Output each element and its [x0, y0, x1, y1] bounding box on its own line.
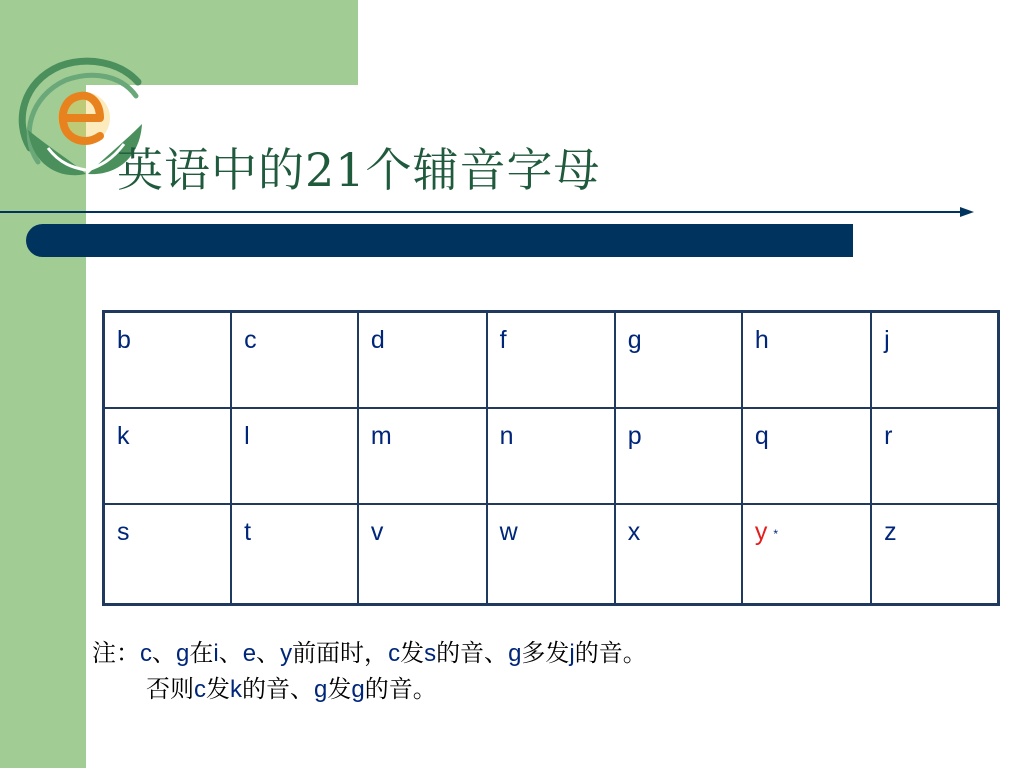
- note-text: 的音、: [242, 676, 314, 703]
- table-cell: [615, 312, 742, 409]
- table-cell: [104, 408, 232, 503]
- consonant-letter: d: [370, 326, 385, 354]
- table-cell: [104, 312, 232, 409]
- consonant-letter: m: [370, 422, 392, 451]
- consonant-letter: y: [754, 517, 768, 546]
- table-cell: [742, 408, 871, 503]
- table-cell: [871, 408, 998, 503]
- table-cell: [231, 312, 358, 409]
- note-letter: g: [508, 640, 522, 667]
- table-cell: [615, 408, 742, 503]
- table-cell: [871, 504, 998, 605]
- note-letter: e: [242, 640, 257, 667]
- consonant-letter: c: [244, 326, 257, 354]
- asterisk-mark: *: [773, 526, 779, 541]
- consonant-letter: x: [627, 517, 641, 546]
- pronunciation-note: [92, 636, 647, 708]
- table-cell: [231, 408, 358, 503]
- consonant-letter: s: [117, 517, 130, 546]
- table-cell: [742, 312, 871, 409]
- note-letter: i: [213, 640, 219, 667]
- consonant-letter: w: [499, 517, 518, 546]
- table-cell: [871, 312, 998, 409]
- table-cell: [358, 408, 487, 503]
- consonant-letter: g: [627, 326, 642, 354]
- consonant-letter: h: [754, 326, 769, 354]
- note-text: 、: [152, 640, 176, 667]
- arrow-right-icon: [0, 205, 975, 219]
- consonant-letter: b: [117, 326, 131, 354]
- table-cell: [615, 504, 742, 605]
- navy-title-bar: [26, 224, 853, 257]
- table-row: [104, 312, 999, 409]
- note-letter: c: [194, 676, 206, 703]
- table-cell: [358, 504, 487, 605]
- note-text: 前面时，: [292, 640, 389, 667]
- table-row: [104, 408, 999, 503]
- note-text: 否则: [146, 676, 194, 703]
- consonant-letter: v: [370, 517, 384, 546]
- table-cell: [231, 504, 358, 605]
- table-cell: [742, 504, 871, 605]
- note-text: 发: [400, 640, 425, 667]
- note-letter: g: [351, 676, 365, 703]
- note-letter: k: [230, 676, 242, 703]
- note-line-2: [92, 672, 647, 708]
- note-text: 在: [189, 640, 214, 667]
- consonant-letter: l: [244, 422, 250, 451]
- note-letter: c: [140, 640, 152, 667]
- table-cell: [487, 408, 615, 503]
- note-text: 多发: [521, 640, 570, 667]
- note-letter: c: [388, 640, 401, 667]
- note-text: 的音。: [574, 640, 647, 667]
- note-text: 、: [218, 640, 243, 667]
- consonant-letter: r: [884, 422, 893, 451]
- note-text: 发: [327, 676, 352, 703]
- consonant-letter: t: [244, 517, 252, 546]
- slide-title: 英语中的21个辅音字母: [117, 143, 601, 197]
- consonant-letter: p: [627, 422, 642, 451]
- table-cell: [358, 312, 487, 409]
- table-cell: [104, 504, 232, 605]
- note-letter: g: [176, 640, 190, 667]
- note-text: 的音、: [436, 640, 509, 667]
- note-line-1: [92, 636, 647, 672]
- note-letter: y: [280, 640, 293, 667]
- note-letter: g: [314, 676, 328, 703]
- note-letter: j: [569, 640, 575, 667]
- table-cell: [487, 504, 615, 605]
- consonant-letter: n: [499, 422, 514, 451]
- note-text: 发: [206, 676, 230, 703]
- consonant-letter: k: [117, 422, 130, 451]
- note-text: 注：: [92, 640, 140, 667]
- consonant-letter: j: [884, 326, 890, 354]
- note-text: 、: [256, 640, 281, 667]
- table-row: [104, 504, 999, 605]
- consonant-letter: q: [754, 422, 769, 451]
- consonant-table: [102, 310, 1000, 606]
- note-text: 的音。: [364, 676, 437, 703]
- consonant-letter: f: [499, 326, 507, 354]
- consonant-letter: z: [884, 517, 897, 546]
- table-cell: [487, 312, 615, 409]
- note-letter: s: [424, 640, 437, 667]
